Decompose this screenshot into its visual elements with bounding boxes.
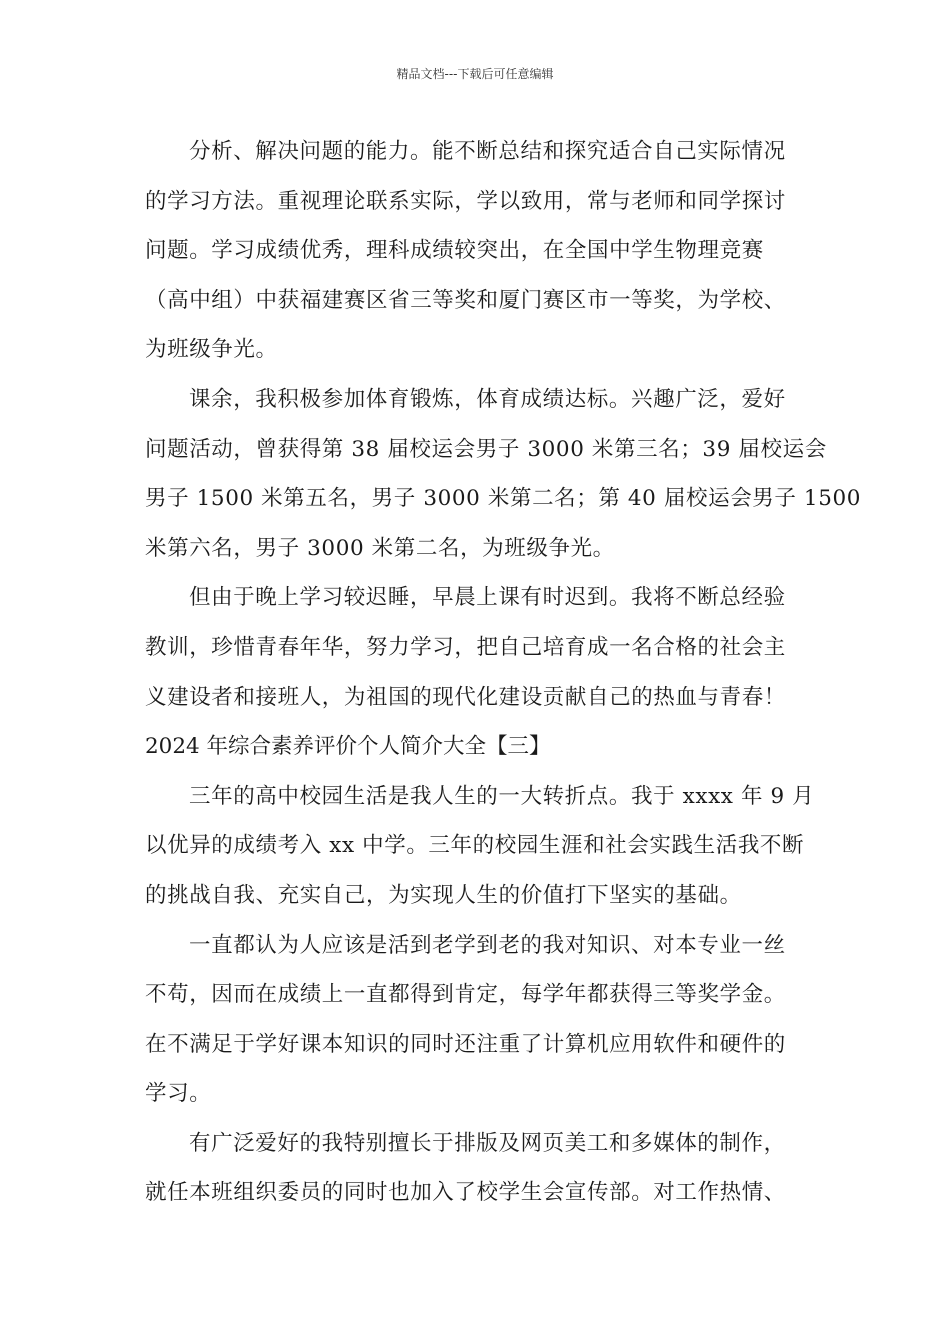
text-line: 的学习方法。重视理论联系实际，学以致用，常与老师和同学探讨 [145,188,786,214]
text-line: 分析、解决问题的能力。能不断总结和探究适合自己实际情况 [189,139,786,164]
text-line: 一直都认为人应该是活到老学到老的我对知识、对本专业一丝 [189,932,786,958]
text-line: 教训，珍惜青春年华，努力学习，把自己培育成一名合格的社会主 [145,634,786,660]
text-line: 为班级争光。 [145,337,278,363]
text-line: 不苟，因而在成绩上一直都得到肯定，每学年都获得三等奖学金。 [145,982,786,1008]
text-line: 问题。学习成绩优秀，理科成绩较突出，在全国中学生物理竞赛 [145,238,764,264]
text-line: （高中组）中获福建赛区省三等奖和厦门赛区市一等奖，为学校、 [145,287,786,313]
text-line: 以优异的成绩考入 xx 中学。三年的校园生涯和社会实践生活我不断 [145,833,805,859]
text-line: 在不满足于学好课本知识的同时还注重了计算机应用软件和硬件的 [145,1031,786,1057]
text-line: 但由于晚上学习较迟睡，早晨上课有时迟到。我将不断总经验 [189,585,786,611]
text-line: 男子 1500 米第五名，男子 3000 米第二名；第 40 届校运会男子 1500 [145,486,862,512]
text-line: 的挑战自我、充实自己，为实现人生的价值打下坚实的基础。 [145,882,742,908]
text-line: 义建设者和接班人，为祖国的现代化建设贡献自己的热血与青春！ [145,684,786,710]
text-line: 问题活动，曾获得第 38 届校运会男子 3000 米第三名；39 届校运会 [145,436,827,462]
document-body [145,131,862,1222]
text-line: 就任本班组织委员的同时也加入了校学生会宣传部。对工作热情、 [145,1180,786,1206]
text-line: 课余，我积极参加体育锻炼，体育成绩达标。兴趣广泛，爱好 [189,386,786,412]
page-header: 精品文档---下载后可任意编辑 [396,67,554,81]
text-line: 有广泛爱好的我特别擅长于排版及网页美工和多媒体的制作， [189,1130,786,1156]
text-line: 三年的高中校园生活是我人生的一大转折点。我于 xxxx 年 9 月 [189,783,815,809]
text-line: 学习。 [145,1081,212,1107]
text-line: 米第六名，男子 3000 米第二名，为班级争光。 [145,535,615,561]
section-heading: 2024 年综合素养评价个人简介大全【三】 [145,734,551,760]
